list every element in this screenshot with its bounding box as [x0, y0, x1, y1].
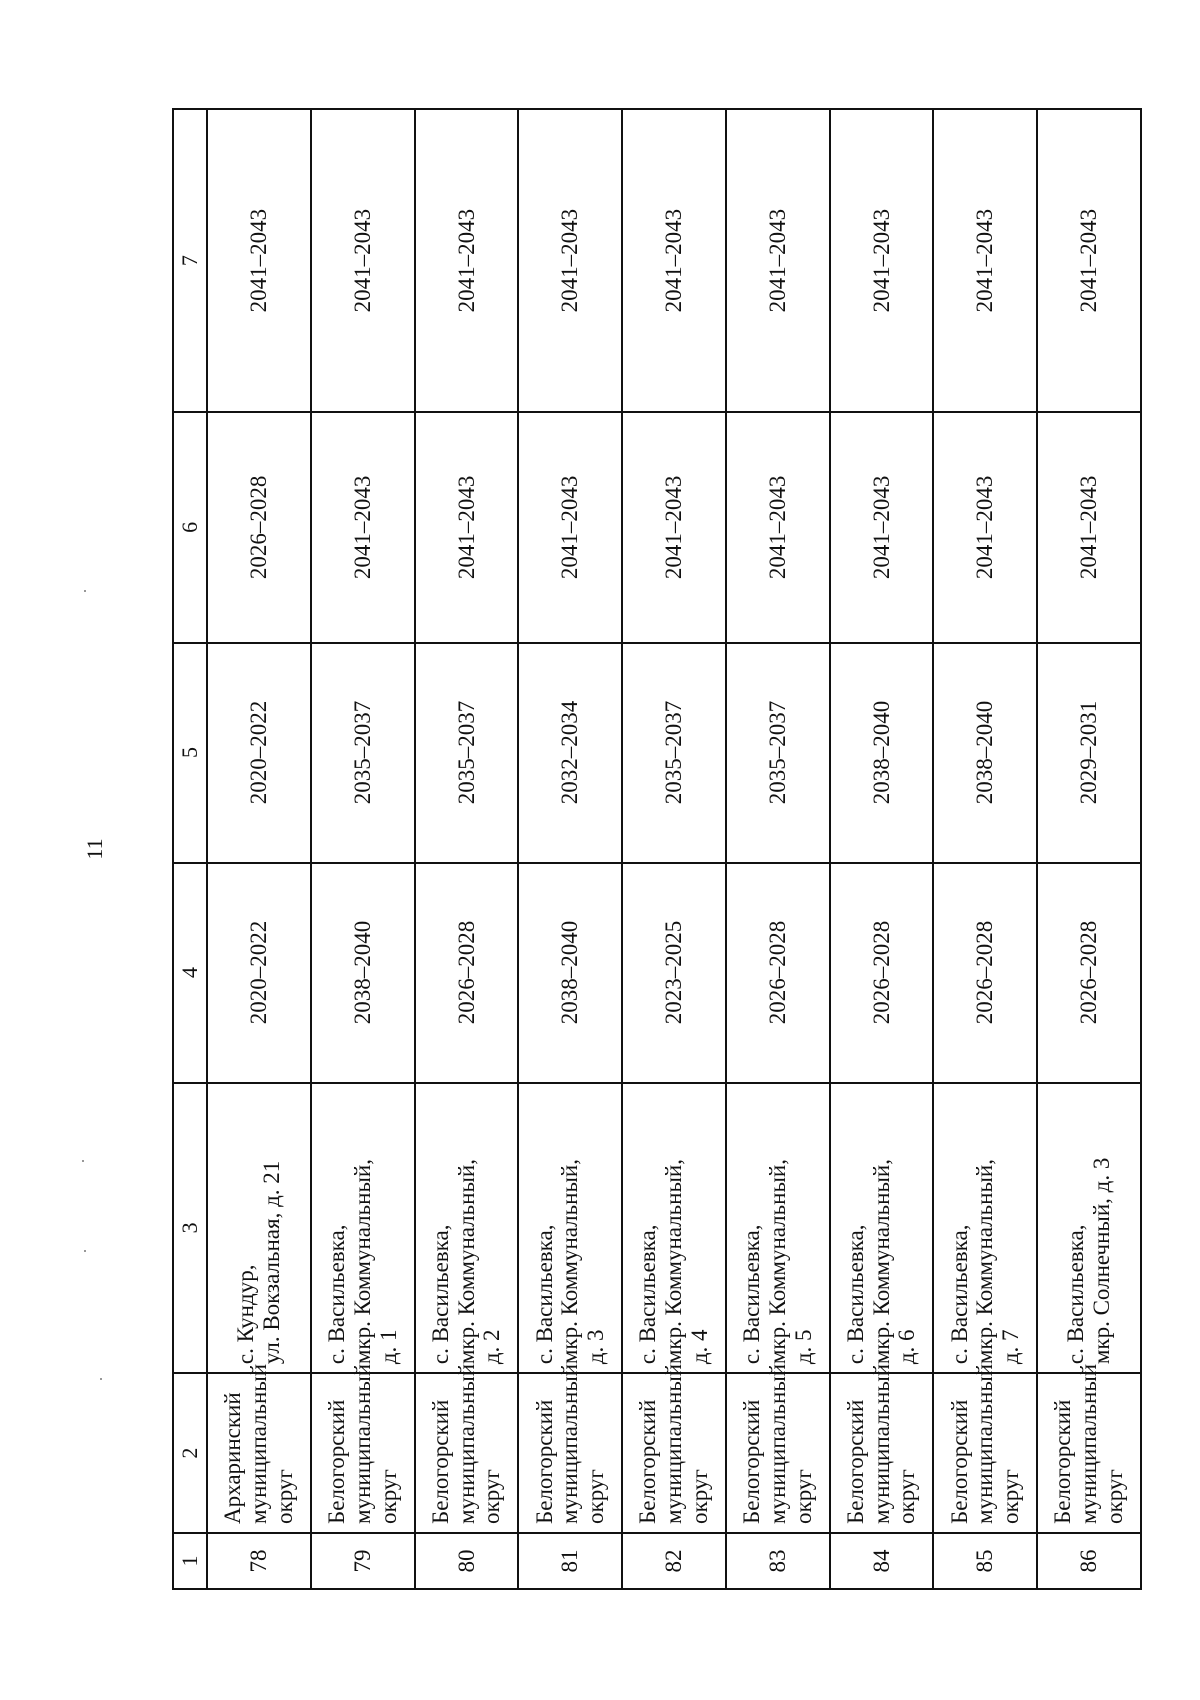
address-cell: [311, 1083, 415, 1374]
row-number: 85: [933, 1533, 1037, 1589]
column-header-1: 1: [173, 1533, 207, 1589]
table-row: [415, 109, 519, 1589]
period-cell-col4: 2026–2028: [933, 863, 1037, 1083]
column-header-2: 2: [173, 1373, 207, 1533]
address-line: мкр. Коммунальный,: [349, 1159, 375, 1365]
district-cell: [311, 1363, 415, 1533]
period-cell-col4: 2026–2028: [726, 863, 830, 1083]
table-row: [518, 109, 622, 1589]
district-line: округ: [686, 1469, 712, 1524]
district-line: округ: [894, 1469, 920, 1524]
table-row: [933, 109, 1037, 1589]
period-cell-col6: 2041–2043: [311, 412, 415, 642]
address-line: д. 5: [790, 1329, 816, 1365]
address-line: с. Васильевка,: [427, 1224, 453, 1365]
district-line: муниципальный: [1076, 1363, 1102, 1524]
district-cell: [622, 1363, 726, 1533]
district-line: муниципальный: [453, 1363, 479, 1524]
address-line: д. 7: [998, 1329, 1024, 1365]
district-line: муниципальный: [349, 1363, 375, 1524]
district-line: муниципальный: [661, 1363, 687, 1524]
period-cell-col7: 2041–2043: [207, 109, 311, 412]
period-cell-col5: 2032–2034: [518, 643, 622, 863]
district-cell: [207, 1363, 311, 1533]
district-line: муниципальный: [764, 1363, 790, 1524]
period-cell-col7: 2041–2043: [518, 109, 622, 412]
period-cell-col6: 2041–2043: [518, 412, 622, 642]
row-number: 86: [1037, 1533, 1141, 1589]
district-cell: [415, 1363, 519, 1533]
table-row: [311, 109, 415, 1589]
address-line: д. 1: [375, 1329, 401, 1365]
address-cell: [1037, 1083, 1141, 1374]
row-number: 83: [726, 1533, 830, 1589]
address-cell: [622, 1083, 726, 1374]
scan-speck: [84, 590, 86, 592]
address-line: ул. Вокзальная, д. 21: [258, 1160, 284, 1365]
schedule-table: [172, 108, 1142, 1590]
district-line: округ: [790, 1469, 816, 1524]
district-line: Белогорский: [1050, 1399, 1076, 1524]
table-row: [207, 109, 311, 1589]
period-cell-col6: 2041–2043: [726, 412, 830, 642]
address-line: мкр. Коммунальный,: [661, 1159, 687, 1365]
table-row: [622, 109, 726, 1589]
period-cell-col7: 2041–2043: [830, 109, 934, 412]
period-cell-col5: 2035–2037: [726, 643, 830, 863]
district-cell: [933, 1363, 1037, 1533]
district-cell: [518, 1363, 622, 1533]
period-cell-col7: 2041–2043: [311, 109, 415, 412]
address-line: с. Васильевка,: [1063, 1224, 1089, 1365]
district-line: округ: [479, 1469, 505, 1524]
period-cell-col5: 2035–2037: [622, 643, 726, 863]
row-number: 80: [415, 1533, 519, 1589]
scan-speck: [84, 1250, 86, 1252]
table-header-row: [173, 109, 207, 1589]
period-cell-col5: 2038–2040: [830, 643, 934, 863]
address-line: мкр. Коммунальный,: [764, 1159, 790, 1365]
address-line: д. 2: [479, 1329, 505, 1365]
district-line: округ: [998, 1469, 1024, 1524]
address-line: д. 6: [894, 1329, 920, 1365]
period-cell-col5: 2029–2031: [1037, 643, 1141, 863]
address-line: с. Васильевка,: [842, 1224, 868, 1365]
page-number: 11: [82, 838, 107, 860]
period-cell-col4: 2020–2022: [207, 863, 311, 1083]
period-cell-col4: 2026–2028: [830, 863, 934, 1083]
period-cell-col4: 2038–2040: [518, 863, 622, 1083]
period-cell-col4: 2026–2028: [1037, 863, 1141, 1083]
district-line: муниципальный: [557, 1363, 583, 1524]
district-line: Белогорский: [635, 1399, 661, 1524]
period-cell-col6: 2026–2028: [207, 412, 311, 642]
period-cell-col7: 2041–2043: [415, 109, 519, 412]
period-cell-col4: 2038–2040: [311, 863, 415, 1083]
address-line: д. 3: [583, 1329, 609, 1365]
district-line: Белогорский: [427, 1399, 453, 1524]
address-cell: [933, 1083, 1037, 1374]
district-line: Архаринский: [220, 1392, 246, 1524]
period-cell-col6: 2041–2043: [415, 412, 519, 642]
table-row: [726, 109, 830, 1589]
period-cell-col5: 2035–2037: [311, 643, 415, 863]
district-line: Белогорский: [531, 1399, 557, 1524]
period-cell-col7: 2041–2043: [1037, 109, 1141, 412]
district-cell: [830, 1363, 934, 1533]
row-number: 79: [311, 1533, 415, 1589]
column-header-7: 7: [173, 109, 207, 412]
district-line: округ: [1101, 1469, 1127, 1524]
address-line: мкр. Коммунальный,: [868, 1159, 894, 1365]
rotated-table-frame: [172, 108, 1142, 1590]
address-line: с. Васильевка,: [635, 1224, 661, 1365]
table-row: [1037, 109, 1141, 1589]
period-cell-col7: 2041–2043: [933, 109, 1037, 412]
table-row: [830, 109, 934, 1589]
address-line: с. Васильевка,: [739, 1224, 765, 1365]
address-line: мкр. Коммунальный,: [453, 1159, 479, 1365]
scan-speck: [82, 1160, 84, 1162]
district-line: Белогорский: [842, 1399, 868, 1524]
address-line: с. Васильевка,: [324, 1224, 350, 1365]
column-header-6: 6: [173, 412, 207, 642]
district-line: округ: [375, 1469, 401, 1524]
district-line: Белогорский: [739, 1399, 765, 1524]
period-cell-col4: 2026–2028: [415, 863, 519, 1083]
period-cell-col4: 2023–2025: [622, 863, 726, 1083]
period-cell-col7: 2041–2043: [726, 109, 830, 412]
column-header-3: 3: [173, 1083, 207, 1374]
address-cell: [207, 1083, 311, 1374]
district-line: округ: [271, 1469, 297, 1524]
district-line: муниципальный: [972, 1363, 998, 1524]
column-header-4: 4: [173, 863, 207, 1083]
period-cell-col6: 2041–2043: [933, 412, 1037, 642]
period-cell-col7: 2041–2043: [622, 109, 726, 412]
address-cell: [415, 1083, 519, 1374]
period-cell-col5: 2020–2022: [207, 643, 311, 863]
row-number: 82: [622, 1533, 726, 1589]
district-line: муниципальный: [246, 1363, 271, 1524]
address-line: мкр. Коммунальный,: [557, 1159, 583, 1365]
row-number: 78: [207, 1533, 311, 1589]
address-line: д. 4: [686, 1329, 712, 1365]
district-line: муниципальный: [868, 1363, 894, 1524]
row-number: 84: [830, 1533, 934, 1589]
address-line: мкр. Коммунальный,: [972, 1159, 998, 1365]
address-line: с. Васильевка,: [531, 1224, 557, 1365]
row-number: 81: [518, 1533, 622, 1589]
district-line: Белогорский: [324, 1399, 350, 1524]
address-line: с. Кундур,: [233, 1264, 259, 1365]
period-cell-col6: 2041–2043: [1037, 412, 1141, 642]
address-cell: [726, 1083, 830, 1374]
district-cell: [726, 1363, 830, 1533]
address-cell: [830, 1083, 934, 1374]
period-cell-col6: 2041–2043: [622, 412, 726, 642]
period-cell-col5: 2038–2040: [933, 643, 1037, 863]
address-line: мкр. Солнечный, д. 3: [1089, 1157, 1115, 1365]
district-line: округ: [583, 1469, 609, 1524]
scan-speck: [100, 1378, 102, 1380]
district-cell: [1037, 1363, 1141, 1533]
address-line: с. Васильевка,: [946, 1224, 972, 1365]
period-cell-col5: 2035–2037: [415, 643, 519, 863]
table-wrapper: [172, 108, 1142, 1590]
district-line: Белогорский: [946, 1399, 972, 1524]
address-cell: [518, 1083, 622, 1374]
period-cell-col6: 2041–2043: [830, 412, 934, 642]
column-header-5: 5: [173, 643, 207, 863]
